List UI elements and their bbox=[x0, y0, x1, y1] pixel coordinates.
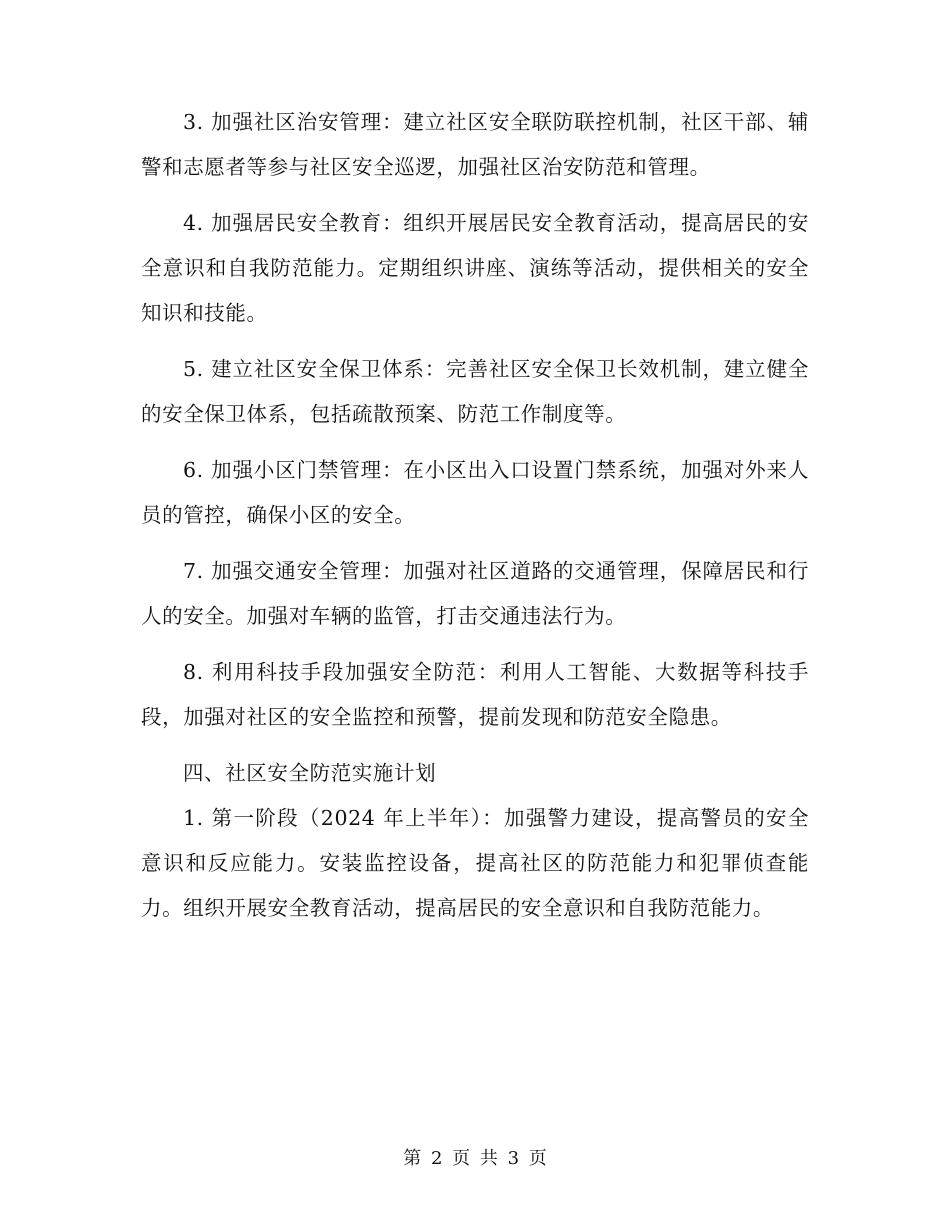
page-number-footer: 第 2 页 共 3 页 bbox=[403, 1148, 547, 1169]
paragraph-item-3: 3. 加强社区治安管理：建立社区安全联防联控机制，社区干部、辅警和志愿者等参与社区安全巡逻，加强社区治安防范和管理。 bbox=[141, 110, 809, 179]
paragraph-item-6: 6. 加强小区门禁管理：在小区出入口设置门禁系统，加强对外来人员的管控，确保小区的安全。 bbox=[141, 458, 809, 527]
section-heading: 四、社区安全防范实施计划 bbox=[183, 761, 437, 785]
paragraph-item-8: 8. 利用科技手段加强安全防范：利用人工智能、大数据等科技手段，加强对社区的安全监控和预警，提前发现和防范安全隐患。 bbox=[141, 660, 809, 729]
plan-paragraph-1: 1. 第一阶段（2024 年上半年）：加强警力建设，提高警员的安全意识和反应能力。安装监控设备，提高社区的防范能力和犯罪侦查能力。组织开展安全教育活动，提高居民的安全意识和自我防范能力。 bbox=[141, 806, 809, 920]
paragraph-item-5: 5. 建立社区安全保卫体系：完善社区安全保卫长效机制，建立健全的安全保卫体系，包括疏散预案、防范工作制度等。 bbox=[141, 357, 809, 426]
paragraph-item-7: 7. 加强交通安全管理：加强对社区道路的交通管理，保障居民和行人的安全。加强对车辆的监管，打击交通违法行为。 bbox=[141, 559, 809, 628]
page-content bbox=[141, 100, 809, 942]
paragraph-item-4: 4. 加强居民安全教育：组织开展居民安全教育活动，提高居民的安全意识和自我防范能力。定期组织讲座、演练等活动，提供相关的安全知识和技能。 bbox=[141, 211, 809, 325]
